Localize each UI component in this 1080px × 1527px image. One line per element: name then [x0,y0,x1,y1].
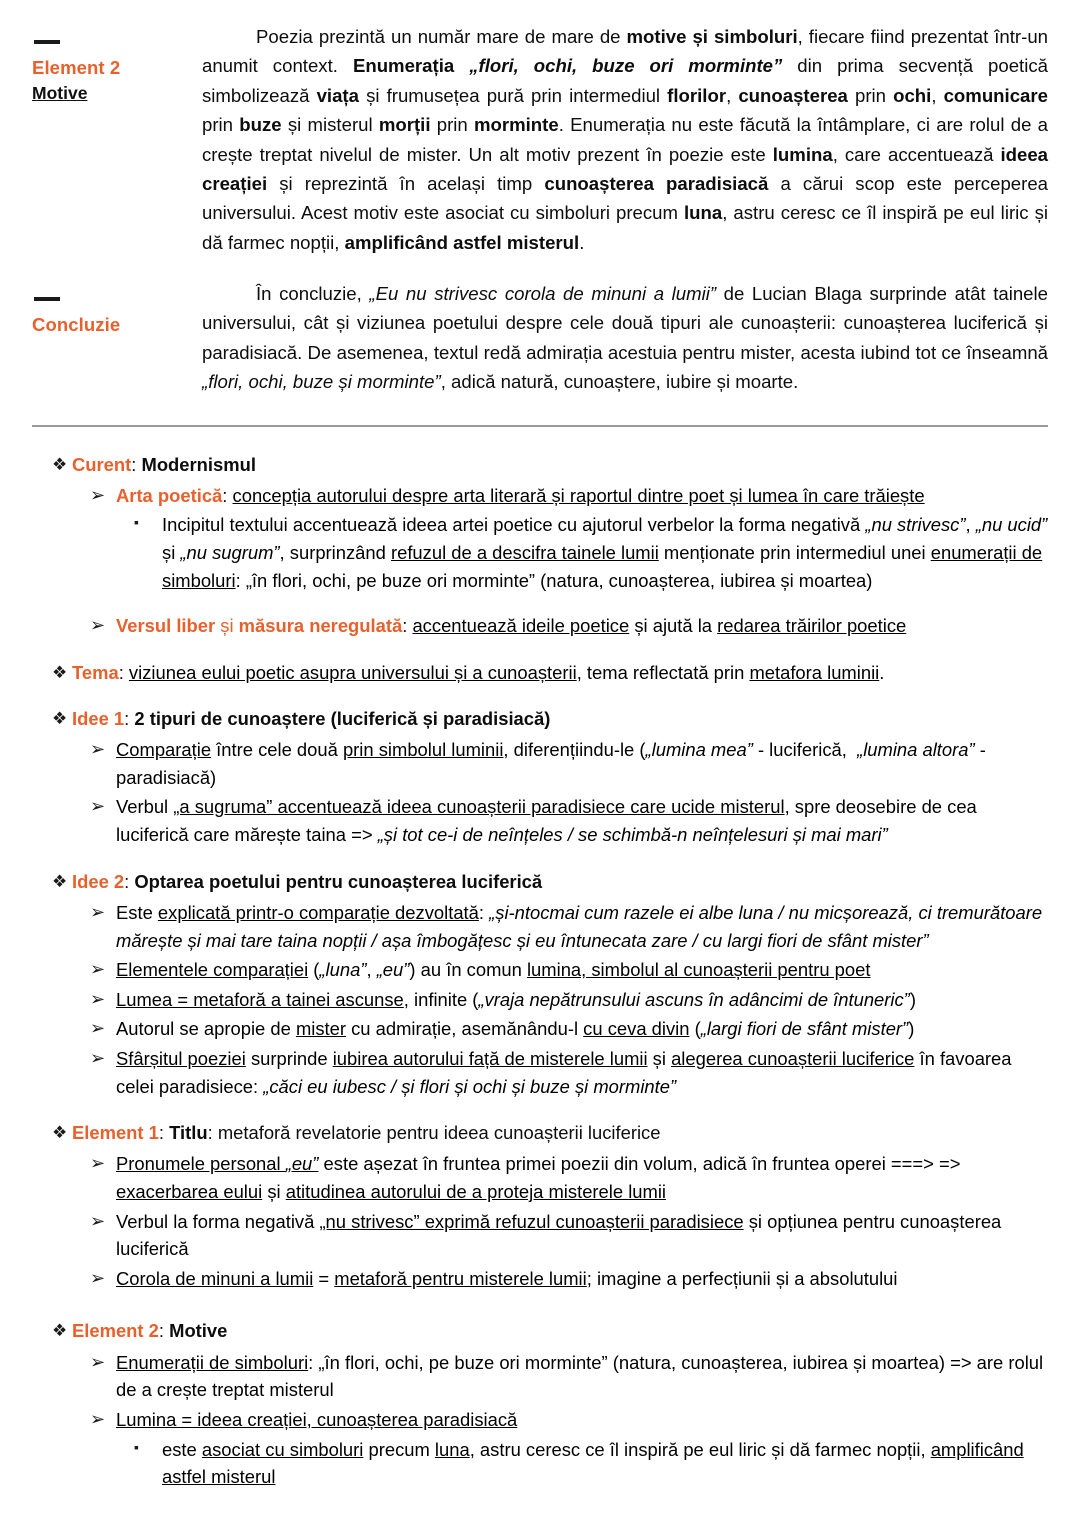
diamond-bullet-icon: ❖ [52,454,68,474]
square-bullet-icon: ▪ [134,1438,139,1455]
outline-value: Optarea poetului pentru cunoașterea luciferică [134,870,543,892]
outline-item-text: Lumina = ideea creației, cunoașterea paradisiacă [116,1408,518,1430]
outline-item-text: Element 2: Motive [72,1320,228,1342]
arrow-bullet-icon: ➢ [90,1047,106,1068]
diamond-bullet-icon: ❖ [52,1123,68,1143]
margin-label-concluzie [32,279,202,338]
outline-list [30,451,1050,1491]
outline-item-comparatie [72,736,1050,791]
outline-spacer [30,647,1050,659]
outline-item-text: Este explicată printr-o comparație dezvoltată: „și-ntocmai cum razele ei albe luna / nu micșorează, ci tremurătoare mărește și mai tare taina nopții / așa îmbogățesc și eu întunecata zare / cu largi fiori de sfânt mister” [116,901,1043,951]
outline-item-text: Versul liber și măsura neregulată: accentuează ideile poetice și ajută la redarea trăirilor poetice [116,615,907,637]
prose-paragraph-element-2 [202,22,1048,257]
paragraph-text: Poezia prezintă un număr mare de mare de motive și simboluri, fiecare fiind prezentat într-un anumit context. Enumerația „flori, ochi, buze ori morminte” din prima secvență poetică simbolizează viața și frumusețea pură prin intermediul florilor, cunoașterea prin ochi, comunicare prin buze și misterul morții prin morminte. Enumerația nu este făcută la întâmplare, ci are rolul de a crește treptat nivelul de mister. Un alt motiv prezent în poezie este lumina, care accentuează ideea creației și reprezintă în același timp cunoașterea paradisiacă a cărui scop este perceperea universului. Acest motiv este asociat cu simboluri precum luna, astru ceresc ce îl inspiră pe eul liric și dă farmec nopții, amplificând astfel misterul. [202,26,1049,253]
outline-label: Idee 1 [72,708,125,730]
outline-item-text: Lumea = metaforă a tainei ascunse, infinite („vraja nepătrunsului ascuns în adâncimi de întuneric”) [116,988,916,1010]
outline-item-text: Incipitul textului accentuează ideea artei poetice cu ajutorul verbelor la forma negativă „nu strivesc”, „nu ucid” și „nu sugrum”, surprinzând refuzul de a descifra tainele lumii menționate prin intermediul unei enumerații de simboluri: „în flori, ochi, pe buze ori morminte” (natura, cunoașterea, iubirea și moartea) [162,514,1048,591]
outline-item-text: Idee 1: 2 tipuri de cunoaștere (luciferică și paradisiacă) [72,708,551,730]
outline-item-text: Comparație între cele două prin simbolul luminii, diferențiindu-le („lumina mea” - luciferică, „lumina altora” - paradisiacă) [116,739,986,788]
arrow-bullet-icon: ➢ [90,1267,106,1288]
margin-title: Element 2 [32,57,121,78]
arrow-bullet-icon: ➢ [90,615,106,636]
outline-sublist-arta-poetica [116,511,1050,594]
outline-item-incipit [116,511,1050,594]
paragraph-text: În concluzie, „Eu nu strivesc corola de minuni a lumii” de Lucian Blaga surprinde atât tainele universului, cât și viziunea poetului despre cele două tipuri ale cunoașterii: cunoașterea luciferică și paradisiacă. De asemenea, textul redă admirația acestuia pentru mister, acesta iubind tot ce înseamnă „flori, ochi, buze și morminte”, adică natură, cunoaștere, iubire și moarte. [202,283,1048,393]
outline-sublist-element-2 [72,1349,1050,1491]
margin-rule-icon [34,40,60,44]
outline-item-text: Sfârșitul poeziei surprinde iubirea autorului față de misterele lumii și alegerea cunoașterii luciferice în favoarea celei paradisiece: „căci eu iubesc / și flori și ochi și buze și morminte” [116,1047,1012,1097]
outline-item-text: Curent: Modernismul [72,453,256,475]
outline-item-text: Arta poetică: concepția autorului despre arta literară și raportul dintre poet și lumea în care trăiește [116,484,925,506]
arrow-bullet-icon: ➢ [90,1351,106,1372]
outline-spacer [30,693,1050,705]
arrow-bullet-icon: ➢ [90,796,106,817]
arrow-bullet-icon: ➢ [90,988,106,1009]
outline-item-text: este asociat cu simboluri precum luna, astru ceresc ce îl inspiră pe eul liric și dă farmec nopții, amplificând astfel misterul [162,1438,1024,1488]
prose-block-concluzie [32,279,1048,397]
diamond-bullet-icon: ❖ [52,1321,68,1341]
diamond-bullet-icon: ❖ [52,871,68,891]
arrow-bullet-icon: ➢ [90,1408,106,1429]
outline-item-idee-1 [30,705,1050,849]
outline-item-text: Idee 2: Optarea poetului pentru cunoașterea luciferică [72,870,543,892]
outline-spacer [30,1299,1050,1317]
outline-sublist-idee-2 [72,899,1050,1100]
outline-item-enumeratii-simboluri [72,1349,1050,1404]
outline-sublist-idee-1 [72,736,1050,848]
arrow-bullet-icon: ➢ [90,901,106,922]
outline-item-verbul-negativ [72,1208,1050,1263]
outline-item-tema [30,659,1050,686]
outline-spacer [30,856,1050,868]
arrow-bullet-icon: ➢ [90,484,106,505]
arrow-bullet-icon: ➢ [90,1018,106,1039]
outline-sublist-lumina [116,1436,1050,1491]
outline-value: 2 tipuri de cunoaștere (luciferică și paradisiacă) [134,708,551,730]
margin-label-element-2 [32,22,202,106]
arrow-bullet-icon: ➢ [90,1153,106,1174]
margin-rule-icon [34,297,60,301]
arrow-bullet-icon: ➢ [90,959,106,980]
outline-item-text: Verbul la forma negativă „nu strivesc” exprimă refuzul cunoașterii paradisiece și opțiunea pentru cunoașterea luciferică [116,1210,1002,1260]
outline-label: Arta poetică [116,484,223,506]
square-bullet-icon: ▪ [134,514,139,531]
diamond-bullet-icon: ❖ [52,662,68,682]
outline-item-asociat-simboluri [116,1436,1050,1491]
outline-value: Motive [169,1320,228,1342]
outline-item-lumina [72,1406,1050,1491]
outline-item-elementele-comparatiei [72,956,1050,984]
margin-subtitle: Motive [32,82,88,103]
outline-item-comparatie-dezvoltata [72,899,1050,954]
outline-sublist-curent [72,482,1050,640]
outline-item-arta-poetica [72,482,1050,594]
outline-value: concepția autorului despre arta literară și raportul dintre poet și lumea în care trăiește [232,484,925,506]
outline-item-lumea-metafora [72,986,1050,1014]
prose-section [0,0,1080,397]
outline-item-sfarsitul-poeziei [72,1045,1050,1100]
outline-item-pronumele-personal [72,1150,1050,1205]
outline-label: Idee 2 [72,870,125,892]
outline-item-versul-liber [72,612,1050,640]
outline-item-corola-de-minuni [72,1265,1050,1293]
outline-label: Element 2 [72,1320,159,1342]
outline-item-text: Verbul „a sugruma” accentuează ideea cunoașterii paradisiece care ucide misterul, spre deosebire de cea luciferică care mărește taina => „și tot ce-i de neînțeles / se schimbă-n neînțelesuri și mai mari” [116,796,977,846]
prose-paragraph-concluzie [202,279,1048,397]
outline-item-autorul-mister [72,1015,1050,1043]
outline-sublist-element-1 [72,1150,1050,1292]
outline-spacer [30,1107,1050,1119]
outline-value: Modernismul [141,453,256,475]
outline-item-idee-2 [30,868,1050,1101]
outline-item-text: Tema: viziunea eului poetic asupra universului și a cunoașterii, tema reflectată prin metafora luminii. [72,661,885,683]
outline-label: Element 1 [72,1122,159,1144]
outline-item-text: Elementele comparației („luna”, „eu”) au în comun lumina, simbolul al cunoașterii pentru poet [116,959,871,981]
arrow-bullet-icon: ➢ [90,739,106,760]
outline-label: Curent [72,453,132,475]
outline-item-verbul-a-sugruma [72,793,1050,848]
outline-item-text: Corola de minuni a lumii = metaforă pentru misterele lumii; imagine a perfecțiunii și a absolutului [116,1267,898,1289]
diamond-bullet-icon: ❖ [52,709,68,729]
outline-item-text: Autorul se apropie de mister cu admirație, asemănându-l cu ceva divin („largi fiori de sfânt mister”) [116,1018,915,1040]
outline-item-text: Element 1: Titlu: metaforă revelatorie pentru ideea cunoașterii luciferice [72,1122,661,1144]
margin-title: Concluzie [32,314,121,335]
outline-item-text: Enumerații de simboluri: „în flori, ochi, pe buze ori morminte” (natura, cunoașterea, iubirea și moartea) => are rolul de a crește treptat misterul [116,1351,1044,1401]
prose-block-element-2 [32,22,1048,257]
outline-section [0,427,1080,1518]
outline-item-text: Pronumele personal „eu” este așezat în fruntea primei poezii din volum, adică în fruntea operei ===> => exacerbarea eului și atitudinea autorului de a proteja misterele lumii [116,1153,961,1203]
outline-label: Tema [72,661,119,683]
outline-item-element-1 [30,1119,1050,1292]
arrow-bullet-icon: ➢ [90,1210,106,1231]
outline-item-element-2 [30,1317,1050,1490]
outline-item-curent [30,451,1050,640]
